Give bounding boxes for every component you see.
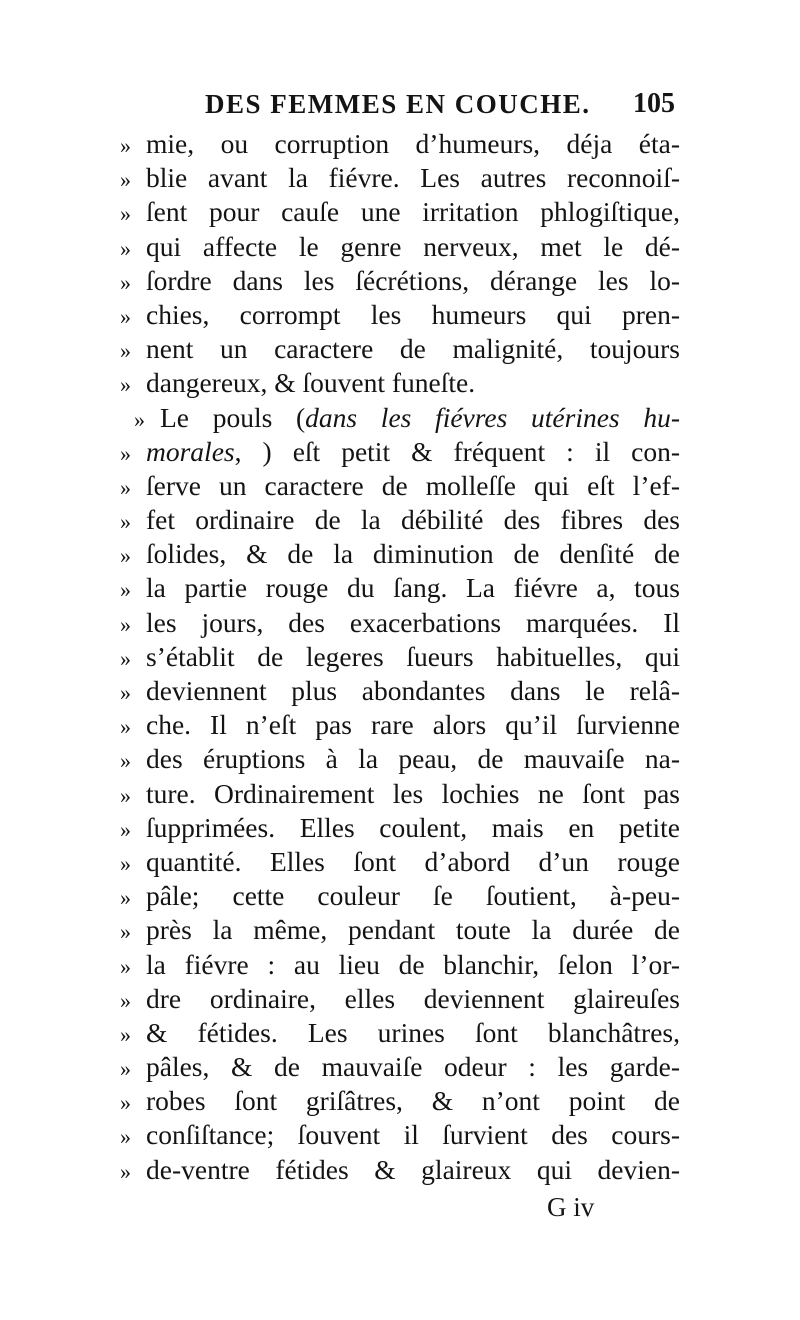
quote-mark: » — [120, 953, 131, 979]
quote-mark: » — [120, 782, 131, 808]
quote-mark: » — [120, 748, 131, 774]
quote-mark: » — [120, 133, 131, 158]
text-line — [120, 298, 680, 332]
quote-mark: » — [120, 372, 131, 398]
text-line — [120, 913, 680, 947]
line-text: deviennent plus abondantes dans le relâ- — [146, 675, 680, 706]
quote-mark: » — [120, 440, 131, 466]
text-line — [120, 537, 680, 571]
page-number: 105 — [633, 88, 675, 119]
text-line — [120, 401, 680, 435]
text-line — [120, 982, 680, 1016]
italic-text: morales — [146, 435, 235, 467]
text-line — [120, 742, 680, 776]
line-text: dre ordinaire, elles deviennent glaireuſes — [146, 982, 680, 1014]
running-head-title: DES FEMMES EN COUCHE. — [205, 89, 591, 119]
line-text: ſent pour cauſe une irritation phlogiſtique, — [146, 196, 680, 228]
quote-mark: » — [134, 406, 145, 432]
line-text: chies, corrompt les humeurs qui pren- — [146, 298, 680, 330]
text-line — [120, 332, 680, 366]
quote-mark: » — [120, 474, 131, 500]
line-text: , ) eſt petit & fréquent : il con- — [234, 435, 680, 467]
quote-mark: » — [120, 1158, 131, 1184]
line-text: les jours, des exacerbations marquées. Il — [146, 606, 680, 638]
quote-mark: » — [120, 269, 131, 295]
line-text: la partie rouge du ſang. La fiévre a, tous — [146, 572, 680, 604]
text-line — [120, 606, 680, 640]
line-text: pâles, & de mauvaiſe odeur : les garde- — [146, 1051, 680, 1083]
line-text: robes ſont griſâtres, & n’ont point de — [146, 1085, 680, 1117]
line-text: la fiévre : au lieu de blanchir, ſelon l’or- — [146, 948, 680, 980]
text-line — [120, 640, 680, 674]
line-text: de-ventre fétides & glaireux qui devien- — [146, 1153, 680, 1185]
quote-mark: » — [120, 167, 131, 193]
text-line — [120, 948, 680, 982]
quote-mark: » — [120, 850, 131, 876]
quote-mark: » — [120, 680, 131, 705]
text-line — [120, 777, 680, 811]
body-text — [120, 127, 680, 1187]
text-line — [120, 230, 680, 264]
quote-mark: » — [120, 919, 131, 945]
text-line — [120, 195, 680, 229]
text-line — [120, 571, 680, 605]
line-text: & fétides. Les urines ſont blanchâtres, — [146, 1016, 680, 1048]
text-line — [120, 127, 680, 161]
text-line — [120, 435, 680, 469]
text-line — [120, 366, 680, 400]
italic-text: dans les fiévres utérines hu- — [305, 401, 680, 433]
quote-mark: » — [120, 645, 131, 671]
line-text: s’établit de legeres ſueurs habituelles, qui — [146, 640, 680, 672]
line-text: quantité. Elles ſont d’abord d’un rouge — [146, 845, 680, 877]
text-line — [120, 845, 680, 879]
line-text: conſiſtance; ſouvent il ſurvient des cours- — [146, 1119, 680, 1151]
quote-mark: » — [120, 1056, 131, 1082]
text-line — [120, 811, 680, 845]
line-text: des éruptions à la peau, de mauvaiſe na- — [146, 743, 680, 775]
text-line — [120, 161, 680, 195]
line-text: nent un caractere de malignité, toujours — [146, 333, 680, 365]
quote-mark: » — [120, 1124, 131, 1150]
line-text: qui affecte le genre nerveux, met le dé- — [146, 230, 680, 262]
text-line — [120, 708, 680, 742]
text-line — [120, 469, 680, 503]
quote-mark: » — [120, 338, 131, 364]
line-text: pâle; cette couleur ſe ſoutient, à-peu- — [146, 880, 680, 912]
text-line — [120, 674, 680, 708]
text-line — [120, 264, 680, 298]
line-text: blie avant la fiévre. Les autres reconnoiſ- — [146, 162, 680, 194]
text-line — [120, 503, 680, 537]
quote-mark: » — [120, 816, 131, 842]
quote-mark: » — [120, 885, 131, 911]
line-text: ſordre dans les ſécrétions, dérange les lo- — [146, 264, 680, 296]
line-text: ture. Ordinairement les lochies ne ſont pas — [146, 777, 680, 809]
text-line — [120, 1016, 680, 1050]
quote-mark: » — [120, 509, 131, 535]
text-line — [120, 1118, 680, 1152]
quote-mark: » — [120, 543, 131, 569]
quote-mark: » — [120, 235, 131, 261]
text-line — [120, 1084, 680, 1118]
line-text: mie, ou corruption d’humeurs, déja éta- — [146, 128, 680, 159]
text-line — [120, 1050, 680, 1084]
line-text: Le pouls ( — [160, 401, 306, 433]
line-text: ſerve un caractere de molleſſe qui eſt l’ef- — [146, 469, 680, 501]
line-text: ſupprimées. Elles coulent, mais en petite — [146, 811, 680, 843]
line-text: près la même, pendant toute la durée de — [146, 914, 680, 946]
quote-mark: » — [120, 1090, 131, 1116]
running-head — [205, 84, 675, 124]
quote-mark: » — [120, 714, 131, 740]
quote-mark: » — [120, 201, 131, 227]
line-text: dangereux, & ſouvent funeſte. — [146, 367, 476, 399]
line-text: fet ordinaire de la débilité des fibres des — [146, 504, 680, 536]
quote-mark: » — [120, 987, 131, 1013]
quote-mark: » — [120, 611, 131, 637]
line-text: che. Il n’eſt pas rare alors qu’il ſurvienne — [146, 709, 680, 741]
text-line — [120, 879, 680, 913]
quote-mark: » — [120, 577, 131, 603]
quote-mark: » — [120, 1021, 131, 1047]
text-line — [120, 1153, 680, 1187]
quote-mark: » — [120, 303, 131, 329]
line-text: ſolides, & de la diminution de denſité de — [146, 538, 680, 570]
signature-mark: G iv — [547, 1192, 595, 1222]
